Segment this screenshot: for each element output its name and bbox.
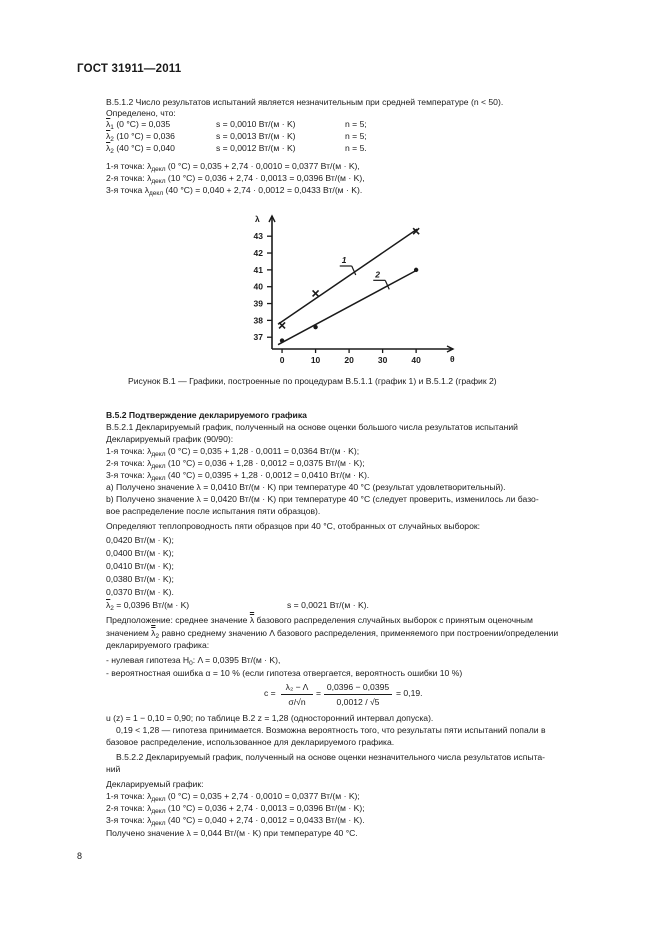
decl-point-3: 3-я точка: $\lambda_{декл}$ (40 °C) = 0,0395 + 1,28 · 0,0012 = 0,0410 Вт/(м · K).	[106, 470, 370, 482]
assumption-line-2: значением $\lambda_2$ равно среднему значению Λ базового распределения, применяемого при построении/определении	[106, 628, 559, 640]
determined-label: Определено, что:	[106, 108, 176, 118]
series-1-point	[313, 290, 319, 296]
page-header-title: ГОСТ 31911—2011	[77, 63, 182, 75]
section-intro: В.5.1.2 Число результатов испытаний является незначительным при средней температуре (n < 50).	[106, 97, 504, 107]
section-heading: В.5.2 Подтверждение декларируемого графика	[106, 410, 307, 420]
assumption-line-3: декларируемого графика:	[106, 640, 210, 650]
x-tick-label: 20	[344, 355, 354, 365]
tp-paragraph: Определяют теплопроводность пяти образцов при 40 °C, отобранных от случайных выборок:	[106, 521, 480, 531]
probability-error: - вероятностная ошибка α = 10 % (если гипотеза отвергается, вероятность ошибки 10 %)	[106, 668, 463, 678]
conductivity-chart	[225, 208, 470, 368]
point-line-2: 2-я точка: $\lambda_{декл}$ (10 °C) = 0,036 + 2,74 · 0,0013 = 0,0396 Вт/(м · K),	[106, 173, 365, 185]
mean-s: s = 0,0021 Вт/(м · K).	[287, 600, 369, 610]
x-tick-label: 30	[377, 355, 388, 365]
decl2-point-2: 2-я точка: $\lambda_{декл}$ (10 °C) = 0,036 + 2,74 · 0,0013 = 0,0396 Вт/(м · K);	[106, 803, 365, 815]
final-result: Получено значение λ = 0,044 Вт/(м · K) при температуре 40 °C.	[106, 828, 358, 838]
decl2-point-1: 1-я точка: $\lambda_{декл}$ (0 °C) = 0,035 + 2,74 · 0,0010 = 0,0377 Вт/(м · K);	[106, 791, 360, 803]
y-tick-label: 41	[253, 264, 263, 275]
y-tick-label: 43	[253, 231, 263, 242]
declared-graph-label: Декларируемый график (90/90):	[106, 434, 234, 444]
hypothesis-accepted-1: 0,19 < 1,28 — гипотеза принимается. Возможна вероятность того, что результаты пяти испытаний попали в	[116, 725, 546, 735]
sample-3: 0,0410 Вт/(м · K);	[106, 561, 174, 571]
y-tick-label: 37	[253, 332, 263, 343]
hypothesis-accepted-2: базовое распределение, использованное для декларируемого графика.	[106, 737, 395, 747]
y-tick-label: 40	[253, 281, 263, 292]
sample-2: 0,0400 Вт/(м · K);	[106, 548, 174, 558]
sample-4: 0,0380 Вт/(м · K);	[106, 574, 174, 584]
page-number: 8	[77, 851, 83, 861]
paragraph-5-2-2-line-1: В.5.2.2 Декларируемый график, полученный на основе оценки незначительного числа результатов испыта-	[116, 752, 546, 762]
null-hypothesis: - нулевая гипотеза $H_0$: Λ = 0,0395 Вт/(м · K),	[106, 655, 281, 667]
sample-5: 0,0370 Вт/(м · K).	[106, 587, 174, 597]
declared-graph-label-2: Декларируемый график:	[106, 779, 204, 789]
series-1-point	[279, 322, 285, 328]
assumption-line-1: Предположение: среднее значение λ базового распределения случайных выборок с принятым оценочным	[106, 615, 533, 625]
x-tick-label: 10	[310, 355, 321, 365]
series-1-line	[278, 229, 417, 324]
series-2-point	[414, 268, 418, 272]
u-z-line: u (z) = 1 − 0,10 = 0,90; по таблице В.2 z = 1,28 (односторонний интервал допуска).	[106, 713, 434, 723]
figure-caption: Рисунок В.1 — Графики, построенные по процедурам В.5.1.1 (график 1) и В.5.1.2 (график 2)	[128, 376, 497, 386]
x-axis-label: θ	[450, 354, 455, 364]
point-line-1: 1-я точка: $\lambda_{декл}$ (0 °C) = 0,035 + 2,74 · 0,0010 = 0,0377 Вт/(м · K),	[106, 161, 360, 173]
y-axis-label: λ	[255, 214, 260, 224]
y-tick-label: 38	[253, 315, 263, 326]
x-tick-label: 40	[411, 355, 421, 365]
decl-point-1: 1-я точка: $\lambda_{декл}$ (0 °C) = 0,035 + 1,28 · 0,0011 = 0,0364 Вт/(м · K);	[106, 446, 360, 458]
mean-value: $\overline{\lambda}_2 = 0,0396$ Вт/(м · K)	[106, 600, 190, 612]
y-tick-label: 42	[253, 248, 263, 259]
case-b-line-1: b) Получено значение λ = 0,0420 Вт/(м · K) при температуре 40 °C (следует проверить, изменилось ли базо-	[106, 494, 539, 504]
sample-1: 0,0420 Вт/(м · K);	[106, 535, 174, 545]
decl2-point-3: 3-я точка: $\lambda_{декл}$ (40 °C) = 0,040 + 2,74 · 0,0012 = 0,0433 Вт/(м · K).	[106, 815, 365, 827]
paragraph-5-2-2-line-2: ний	[106, 764, 121, 774]
x-tick-label: 0	[279, 355, 285, 365]
series-2-point	[313, 325, 317, 329]
series-2-line	[278, 270, 417, 345]
case-b-line-2: вое распределение после испытания пяти образцов).	[106, 506, 321, 516]
decl-point-2: 2-я точка: $\lambda_{декл}$ (10 °C) = 0,036 + 1,28 · 0,0012 = 0,0375 Вт/(м · K);	[106, 458, 365, 470]
case-a: а) Получено значение λ = 0,0410 Вт/(м · K) при температуре 40 °C (результат удовлетворительный).	[106, 482, 506, 492]
series-1-label: 1	[341, 254, 347, 265]
y-tick-label: 39	[253, 298, 263, 309]
point-line-3: 3-я точка $\lambda_{декл}$ (40 °C) = 0,040 + 2,74 · 0,0012 = 0,0433 Вт/(м · K).	[106, 185, 363, 197]
series-2-label: 2	[375, 269, 380, 280]
series-2-point	[280, 338, 284, 342]
paragraph-5-2-1: В.5.2.1 Декларируемый график, полученный на основе оценки большого числа результатов испытаний	[106, 422, 518, 432]
